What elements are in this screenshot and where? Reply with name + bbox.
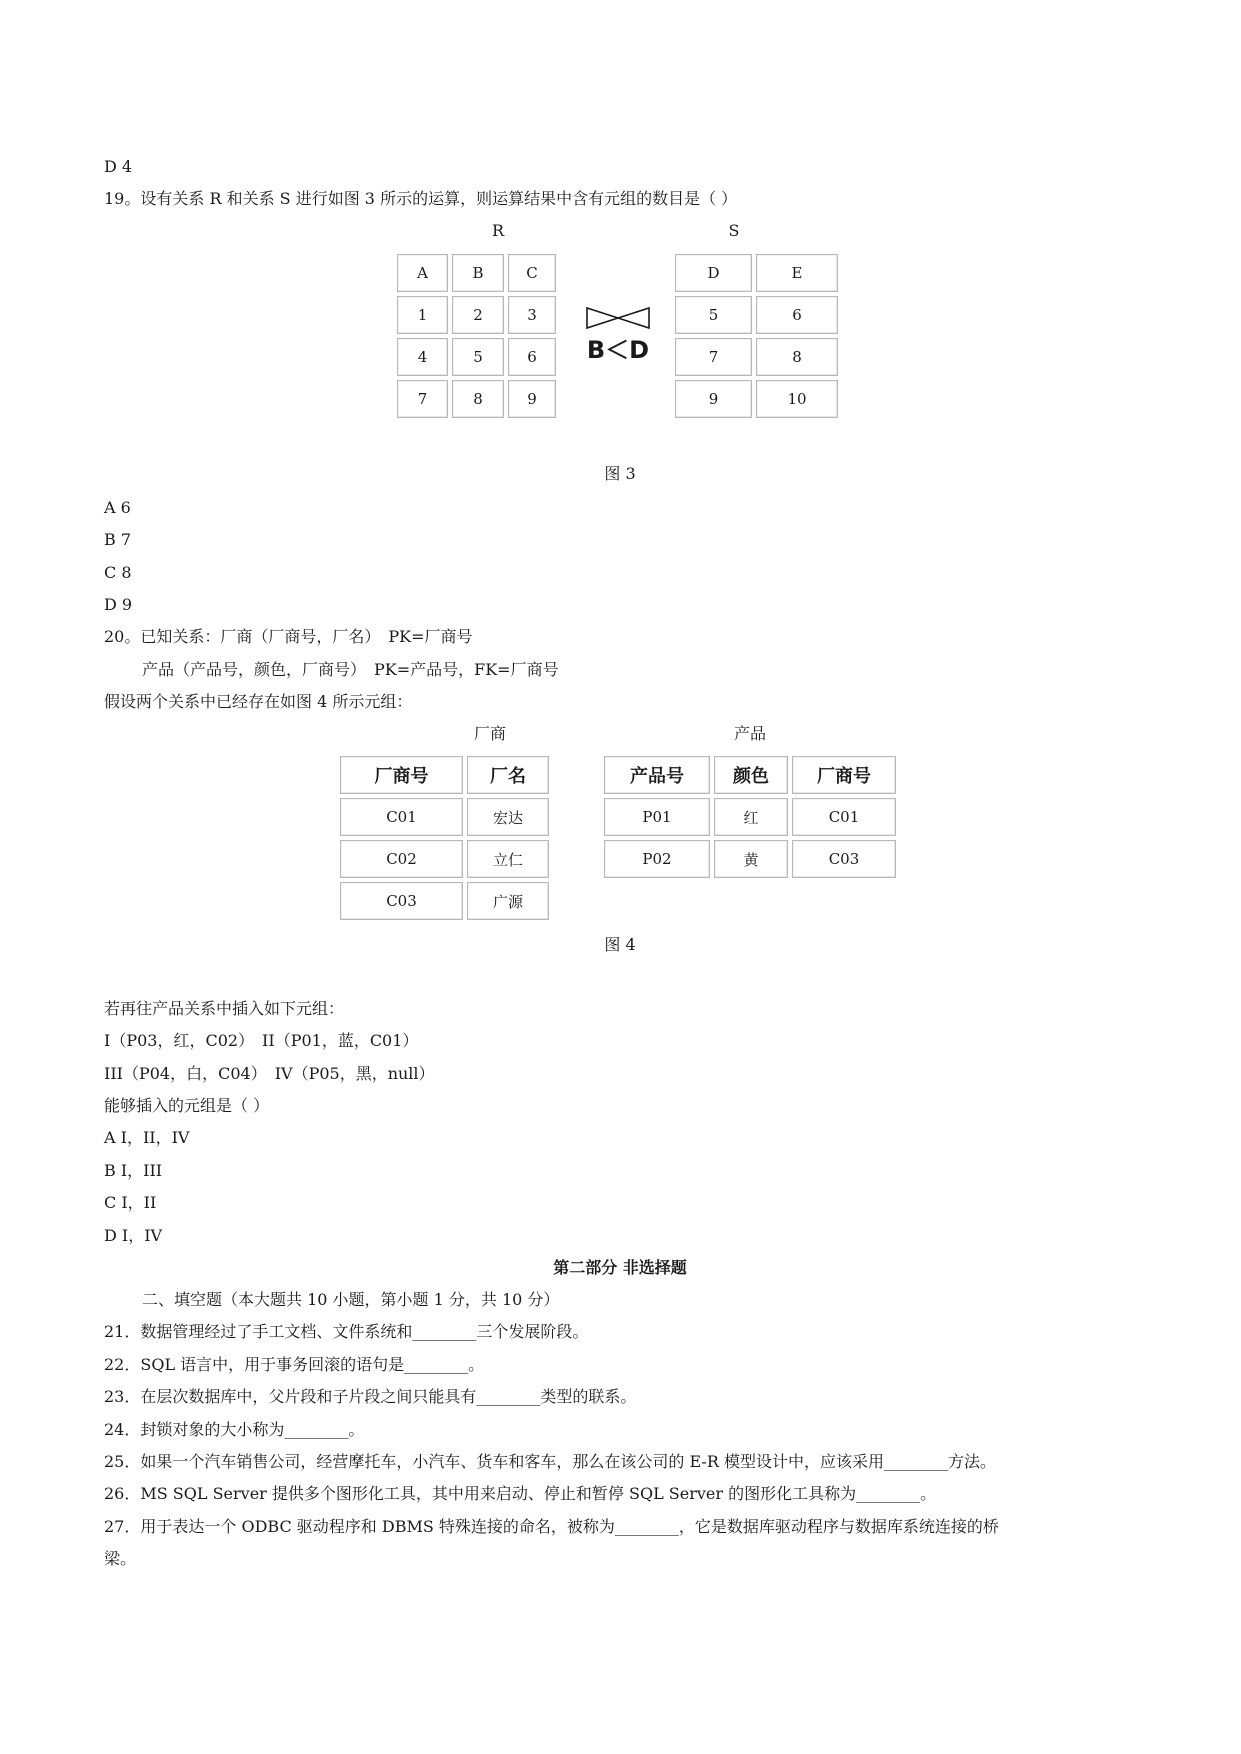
table-cell: 宏达 [467, 798, 549, 836]
table-cell: 红 [714, 798, 788, 836]
table-cell: P01 [604, 798, 710, 836]
figure3-r-title: R [491, 221, 505, 240]
question-27: 27．用于表达一个 ODBC 驱动程序和 DBMS 特殊连接的命名，被称为________，它是数据库驱动程序与数据库系统连接的桥 [104, 1517, 999, 1536]
option-b-q20: B I，III [104, 1161, 163, 1180]
table-cell: 厂名 [467, 756, 549, 794]
table-cell: 广源 [467, 882, 549, 920]
table-cell: 3 [508, 296, 556, 334]
table-cell: 5 [675, 296, 752, 334]
question-20-insert: 若再往产品关系中插入如下元组： [104, 999, 345, 1018]
table-cell: D [675, 254, 752, 292]
table-cell: 厂商号 [340, 756, 463, 794]
table-cell: 黄 [714, 840, 788, 878]
table-cell: 2 [452, 296, 504, 334]
question-24: 24．封锁对象的大小称为________。 [104, 1420, 365, 1439]
question-27-cont: 梁。 [104, 1549, 137, 1568]
question-20-ask: 能够插入的元组是（ ） [104, 1096, 270, 1115]
table-cell: C [508, 254, 556, 292]
table-cell: B [452, 254, 504, 292]
question-20-premise: 假设两个关系中已经存在如图 4 所示元组： [104, 692, 413, 711]
table-cell: E [756, 254, 838, 292]
section-title: 第二部分 非选择题 [553, 1258, 687, 1277]
figure3-caption: 图 3 [604, 464, 636, 483]
option-b-q19: B 7 [104, 530, 132, 549]
question-19: 19。设有关系 R 和关系 S 进行如图 3 所示的运算，则运算结果中含有元组的数目是（ ） [104, 189, 738, 208]
table-cell: 立仁 [467, 840, 549, 878]
table-cell: C03 [792, 840, 896, 878]
option-d-q20: D I，IV [104, 1226, 163, 1245]
table-cell: C03 [340, 882, 463, 920]
table-cell: P02 [604, 840, 710, 878]
table-cell: 6 [756, 296, 838, 334]
join-condition: B＜D [586, 336, 650, 364]
table-cell: 9 [508, 380, 556, 418]
figure4-caption: 图 4 [604, 935, 636, 954]
figure4-table2-title: 产品 [733, 724, 766, 743]
option-d-q19: D 9 [104, 595, 133, 614]
option-a-q19: A 6 [104, 498, 131, 517]
option-c-q20: C I，II [104, 1193, 157, 1212]
option-c-q19: C 8 [104, 563, 132, 582]
question-20: 20。已知关系：厂商（厂商号，厂名） PK=厂商号 [104, 627, 473, 646]
table-cell: 10 [756, 380, 838, 418]
table-cell: C01 [340, 798, 463, 836]
table-cell: 4 [397, 338, 448, 376]
table-cell: 7 [397, 380, 448, 418]
option-a-q20: A I，II，IV [104, 1128, 190, 1147]
table-cell: 5 [452, 338, 504, 376]
table-cell: 颜色 [714, 756, 788, 794]
tuple-list-1: I（P03，红，C02） II（P01，蓝，C01） [104, 1031, 419, 1050]
tuple-list-2: III（P04，白，C04） IV（P05，黑，null） [104, 1064, 435, 1083]
table-cell: C01 [792, 798, 896, 836]
table-cell: 8 [756, 338, 838, 376]
table-cell: 产品号 [604, 756, 710, 794]
figure3-s-title: S [728, 221, 740, 240]
question-23: 23．在层次数据库中，父片段和子片段之间只能具有________类型的联系。 [104, 1387, 637, 1406]
option-d-q18: D 4 [104, 157, 133, 176]
question-20-relation: 产品（产品号，颜色，厂商号） PK=产品号，FK=厂商号 [142, 660, 559, 679]
table-cell: 1 [397, 296, 448, 334]
table-cell: C02 [340, 840, 463, 878]
table-cell: 6 [508, 338, 556, 376]
table-cell: 8 [452, 380, 504, 418]
question-25: 25．如果一个汽车销售公司，经营摩托车，小汽车、货车和客车，那么在该公司的 E-R 模型设计中，应该采用________方法。 [104, 1452, 996, 1471]
figure4-table1-title: 厂商 [473, 724, 506, 743]
table-cell: 7 [675, 338, 752, 376]
question-26: 26．MS SQL Server 提供多个图形化工具，其中用来启动、停止和暂停 SQL Server 的图形化工具称为________。 [104, 1484, 937, 1503]
question-21: 21．数据管理经过了手工文档、文件系统和________三个发展阶段。 [104, 1322, 589, 1341]
table-cell: 9 [675, 380, 752, 418]
fill-blank-heading: 二、填空题（本大题共 10 小题，第小题 1 分，共 10 分） [142, 1290, 560, 1309]
table-cell: 厂商号 [792, 756, 896, 794]
question-22: 22．SQL 语言中，用于事务回滚的语句是________。 [104, 1355, 485, 1374]
table-cell: A [397, 254, 448, 292]
join-bowtie-icon [585, 305, 651, 331]
